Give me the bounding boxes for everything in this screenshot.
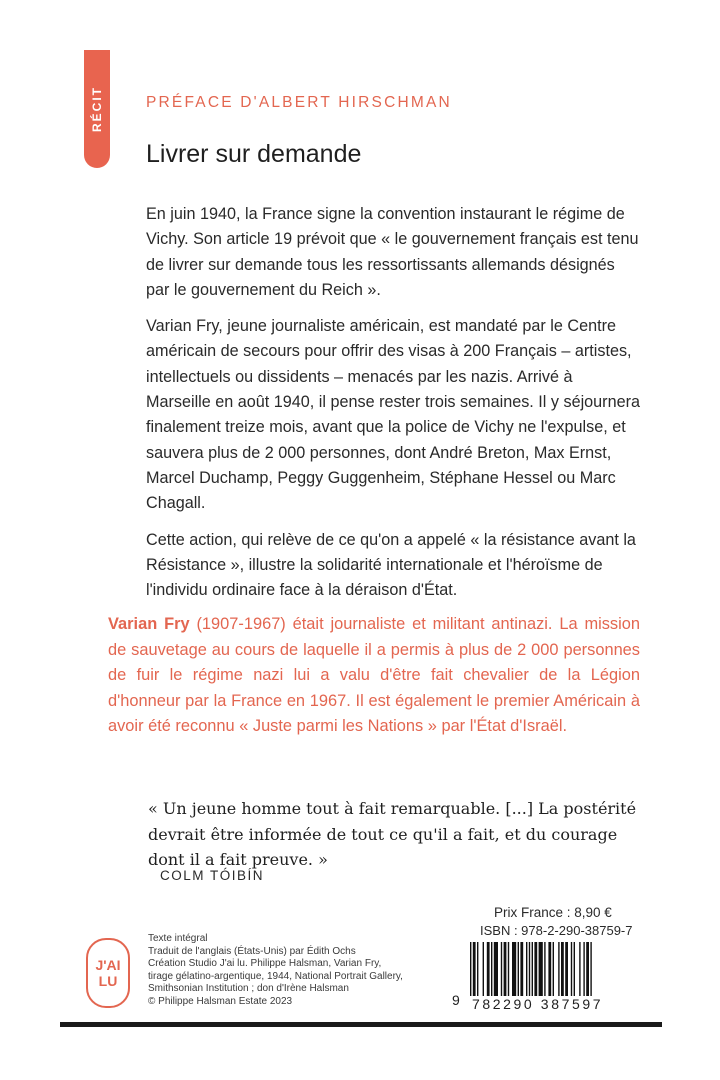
genre-label: RÉCIT [90, 86, 104, 132]
book-title: Livrer sur demande [146, 140, 362, 168]
barcode-bar [553, 942, 554, 996]
credit-line: Création Studio J'ai lu. Philippe Halsman, Varian Fry, [148, 958, 382, 970]
barcode-bar [583, 942, 584, 996]
summary-text [146, 202, 640, 614]
review-quote: « Un jeune homme tout à fait remarquable. [...] La postérité devrait être informée de tout ce qu'il a fait, et du courage dont il a fait preuve. » [148, 799, 637, 869]
author-bio-text: (1907-1967) était journaliste et militant antinazi. La mission de sauvetage au cours de laquelle il a permis à plus de 2 000 personnes de fuir le régime nazi lui a valu d'être fait chevalier de la Légion d'honneur par la France en 1967. Il est également le premier Américain à avoir été reconnu « Juste parmi les Nations » par l'État d'Israël. [108, 615, 640, 736]
barcode-bar [539, 942, 543, 996]
publisher-logo-line: J'AI [95, 957, 121, 973]
barcode-bar [491, 942, 492, 996]
publisher-logo-line: LU [98, 973, 118, 989]
isbn-label: ISBN : 978-2-290-38759-7 [480, 923, 633, 938]
barcode-bar [590, 942, 591, 996]
summary-paragraph: Cette action, qui relève de ce qu'on a appelé « la résistance avant la Résistance », illustre la solidarité internationale et l'héroïsme de l'individu ordinaire face à la déraison d'État. [146, 530, 636, 600]
barcode-bar [561, 942, 564, 996]
barcode-bars [450, 942, 652, 996]
barcode-bar [571, 942, 572, 996]
barcode-bar [520, 942, 523, 996]
barcode-digits: 782290 387597 [470, 996, 650, 1012]
barcode-bar [558, 942, 559, 996]
summary-paragraph: Varian Fry, jeune journaliste américain, est mandaté par le Centre américain de secours pour offrir des visas à 200 Français – artistes, intellectuels ou dissidents – menacés par les nazis. Arrivé à Marseille en août 1940, il pense rester trois semaines. Il y séjournera finalement treize mois, avant que la police de Vichy ne l'expulse, et sauvera plus de 2 000 personnes, dont André Breton, Max Ernst, Marcel Duchamp, Peggy Guggenheim, Stéphane Hessel ou Marc Chagall. [146, 317, 640, 513]
author-bio [108, 612, 640, 740]
barcode-bar [470, 942, 471, 996]
barcode-bar [579, 942, 580, 996]
genre-tab [84, 50, 110, 168]
price-label: Prix France : 8,90 € [494, 905, 612, 920]
credit-line: Traduit de l'anglais (États-Unis) par Édith Ochs [148, 945, 356, 957]
barcode-bar [532, 942, 533, 996]
summary-paragraph: En juin 1940, la France signe la convention instaurant le régime de Vichy. Son article 19 prévoit que « le gouvernement français est tenu de livrer sur demande tous les ressortissants allemands désignés par le gouvernement du Reich ». [146, 205, 639, 299]
preface-credit: PRÉFACE D'ALBERT HIRSCHMAN [146, 94, 452, 111]
barcode-bar [534, 942, 537, 996]
credit-line: Texte intégral [148, 933, 208, 944]
barcode-bar [494, 942, 498, 996]
barcode-bar [483, 942, 484, 996]
barcode-bar [512, 942, 516, 996]
credit-line: Smithsonian Institution ; don d'Irène Halsman [148, 983, 349, 995]
barcode-bar [565, 942, 568, 996]
barcode-bar [574, 942, 575, 996]
credits-block [148, 933, 448, 1009]
bottom-rule [60, 1022, 662, 1027]
barcode-bar [526, 942, 527, 996]
publisher-logo [86, 938, 130, 1008]
barcode-bar [473, 942, 476, 996]
barcode-bar [529, 942, 530, 996]
barcode-bar [548, 942, 551, 996]
barcode-bar [487, 942, 490, 996]
barcode-bar [518, 942, 519, 996]
barcode-bar [544, 942, 545, 996]
barcode-bar [501, 942, 502, 996]
author-name: Varian Fry [108, 615, 190, 633]
quote-author: COLM TÓIBÍN [160, 868, 265, 883]
barcode-bar [477, 942, 478, 996]
credit-line: tirage gélatino-argentique, 1944, National Portrait Gallery, [148, 970, 403, 982]
barcode-digit-first: 9 [452, 992, 460, 1008]
credit-line: © Philippe Halsman Estate 2023 [148, 995, 293, 1007]
barcode-bar [504, 942, 507, 996]
barcode-bar [586, 942, 589, 996]
barcode-bar [508, 942, 509, 996]
